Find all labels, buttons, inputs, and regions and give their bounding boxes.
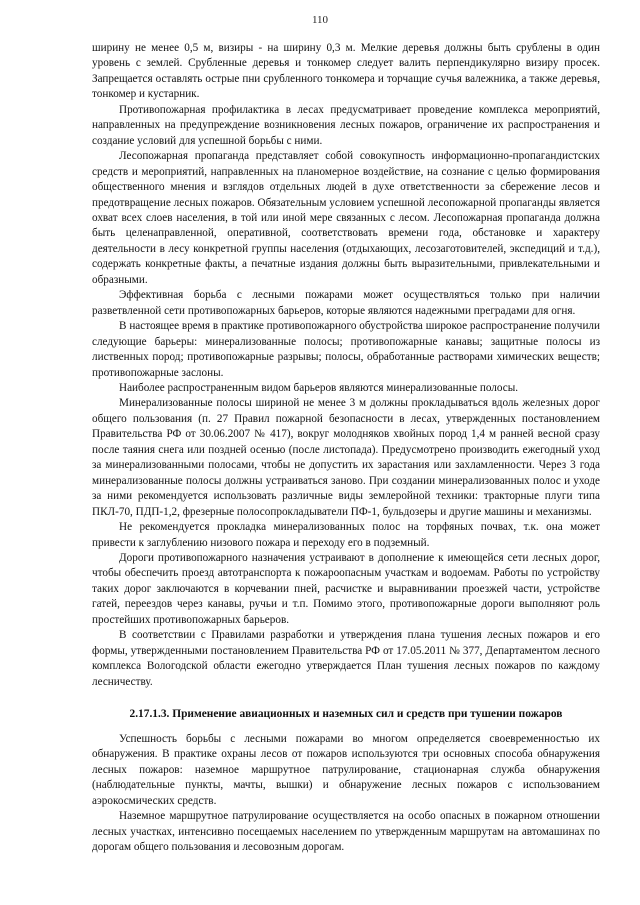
paragraph: Эффективная борьба с лесными пожарами может осуществляться только при наличии разветвленной сети противопожарных барьеров, которые являются надежными преградами для огня. xyxy=(92,289,600,317)
paragraph: Успешность борьбы с лесными пожарами во многом определяется своевременностью их обнаружения. В практике охраны лесов от пожаров используются три основных способа обнаружения лесных пожаров: наземное маршрутное патрулирование, стационарная служба обнаружения (наблюдательные пункты, мачты, вышки) и обнаружение лесных пожаров с использованием аэрокосмических средств. xyxy=(92,733,600,807)
paragraph: ширину не менее 0,5 м, визиры - на ширину 0,3 м. Мелкие деревья должны быть срублены в один уровень с землей. Срубленные деревья и тонкомер следует валить перпендикулярно визиру просек. Запрещается оставлять острые пни срубленного тонкомера и торчащие сучья валежника, а также деревья, тонкомер и кустарник. xyxy=(92,42,600,101)
paragraph: Наземное маршрутное патрулирование осуществляется на особо опасных в пожарном отношении лесных участках, интенсивно посещаемых населением по утвержденным маршрутам на автомашинах по дорогам общего пользования и лесовозным дорогам. xyxy=(92,810,600,854)
paragraph: В соответствии с Правилами разработки и утверждения плана тушения лесных пожаров и его формы, утвержденными постановлением Правительства РФ от 17.05.2011 № 377, Департаментом лесного комплекса Вологодской области ежегодно утверждается План тушения лесных пожаров по каждому лесничеству. xyxy=(92,629,600,688)
page-number: 110 xyxy=(311,14,329,26)
paragraph: Дороги противопожарного назначения устраивают в дополнение к имеющейся сети лесных дорог, чтобы обеспечить проезд автотранспорта к пожароопасным участкам и водоемам. Работы по устройству таких дорог заключаются в корчевании пней, расчистке и выравнивании проезжей части, устройстве гатей, переездов через канавы, ручьи и т.п. Помимо этого, противопожарные дороги выполняют роль простейших противопожарных барьеров. xyxy=(92,551,600,626)
paragraph: Лесопожарная пропаганда представляет собой совокупность информационно-пропагандистских средств и мероприятий, направленных на планомерное воздействие, на сознание с целью формирования общественного мнения и взглядов отдельных людей в духе ответственности за сбережение лесов и предотвращение лесных пожаров. Обязательным условием успешной лесопожарной пропаганды является охват всех слоев населения, в той или иной мере связанных с лесом. Лесопожарная пропаганда должна быть целенаправленной, оперативной, соответствовать времени года, обстановке и характеру деятельности в лесу конкретной группы населения (отдыхающих, лесозаготовителей, экспедиций и т.д.), содержать конкретные факты, а печатные издания должны быть выразительными, привлекательными и образными. xyxy=(92,150,600,286)
section-heading: 2.17.1.3. Применение авиационных и наземных сил и средств при тушении пожаров xyxy=(129,708,563,721)
paragraph: Противопожарная профилактика в лесах предусматривает проведение комплекса мероприятий, направленных на предупреждение возникновения лесных пожаров, ограничение их распространения и создание условий для успешной борьбы с ними. xyxy=(92,103,600,147)
paragraph: Наиболее распространенным видом барьеров являются минерализованные полосы. xyxy=(119,381,519,394)
paragraph: Минерализованные полосы шириной не менее 3 м должны прокладываться вдоль железных дорог общего пользования (п. 27 Правил пожарной безопасности в лесах, утвержденных постановлением Правительства РФ от 30.06.2007 № 417), вокруг молодняков хвойных пород 1,4 м ранней весной сразу после таяния снега или поздней осенью (после листопада). Предусмотрено производить ежегодный уход за минерализованными полосами, чтобы не допустить их зарастания или захламленности. Через 3 года минерализованные полосы должны устраиваться заново. При создании минерализованных полос и уходе за ними рекомендуется использовать различные виды землеройной техники: тракторные плуги типа ПКЛ-70, ПДП-1,2, фрезерные полосопрокладыватели ПФ-1, бульдозеры и другие машины и механизмы. xyxy=(92,397,600,518)
paragraph: В настоящее время в практике противопожарного обустройства широкое распространение получили следующие барьеры: минерализованные полосы; противопожарные канавы; защитные полосы из лиственных пород; противопожарные разрывы; полосы, обработанные растворами химических веществ; противопожарные заслоны. xyxy=(92,320,600,379)
document-body xyxy=(92,41,600,856)
paragraph: Не рекомендуется прокладка минерализованных полос на торфяных почвах, т.к. она может привести к заглублению низового пожара и переходу его в подземный. xyxy=(92,521,600,549)
